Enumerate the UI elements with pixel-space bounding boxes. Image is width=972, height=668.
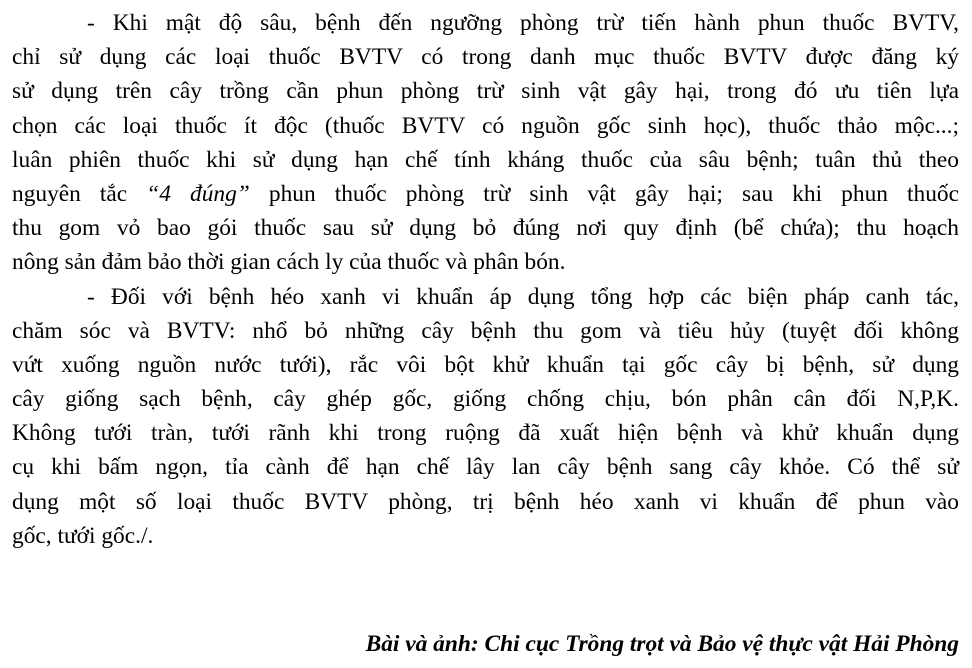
paragraph-line: chăm sóc và BVTV: nhổ bỏ những cây bệnh thu gom và tiêu hủy (tuyệt đối không xyxy=(12,317,959,344)
paragraph-line-last: gốc, tưới gốc./. xyxy=(12,522,154,549)
text-run: phun thuốc phòng trừ sinh vật gây hại; sau khi phun thuốc xyxy=(249,180,959,207)
paragraph-line: thu gom vỏ bao gói thuốc sau sử dụng bỏ đúng nơi quy định (bể chứa); thu hoạch xyxy=(12,215,959,242)
paragraph-line: luân phiên thuốc khi sử dụng hạn chế tính kháng thuốc của sâu bệnh; tuân thủ theo xyxy=(12,146,959,173)
paragraph-line: sử dụng trên cây trồng cần phun phòng trừ sinh vật gây hại, trong đó ưu tiên lựa xyxy=(12,78,959,105)
paragraph-pesticide-spraying xyxy=(12,6,959,280)
paragraph-line: cụ khi bấm ngọn, tỉa cành để hạn chế lây lan cây bệnh sang cây khỏe. Có thể sử xyxy=(12,454,959,481)
paragraph-line: chọn các loại thuốc ít độc (thuốc BVTV có nguồn gốc sinh học), thuốc thảo mộc...; xyxy=(12,112,959,139)
paragraph-line-with-emphasis xyxy=(12,177,959,211)
paragraph-line: - Đối với bệnh héo xanh vi khuẩn áp dụng tổng hợp các biện pháp canh tác, xyxy=(87,283,959,310)
emphasis-four-rights: “4 đúng” xyxy=(146,180,250,207)
paragraph-line: chỉ sử dụng các loại thuốc BVTV có trong danh mục thuốc BVTV được đăng ký xyxy=(12,44,959,71)
paragraph-line: vứt xuống nguồn nước tưới), rắc vôi bột khử khuẩn tại gốc cây bị bệnh, sử dụng xyxy=(12,351,959,378)
author-credit: Bài và ảnh: Chi cục Trồng trọt và Bảo vệ thực vật Hải Phòng xyxy=(365,631,959,657)
article-body xyxy=(12,6,959,553)
paragraph-line: cây giống sạch bệnh, cây ghép gốc, giống chống chịu, bón phân cân đối N,P,K. xyxy=(12,386,959,413)
text-run: nguyên tắc xyxy=(12,180,147,207)
paragraph-bacterial-wilt xyxy=(12,280,959,554)
paragraph-line-last: nông sản đảm bảo thời gian cách ly của thuốc và phân bón. xyxy=(12,249,566,276)
paragraph-line: - Khi mật độ sâu, bệnh đến ngưỡng phòng trừ tiến hành phun thuốc BVTV, xyxy=(87,10,959,36)
paragraph-line: Không tưới tràn, tưới rãnh khi trong ruộng đã xuất hiện bệnh và khử khuẩn dụng xyxy=(12,420,959,447)
paragraph-line: dụng một số loại thuốc BVTV phòng, trị bệnh héo xanh vi khuẩn để phun vào xyxy=(12,488,959,515)
